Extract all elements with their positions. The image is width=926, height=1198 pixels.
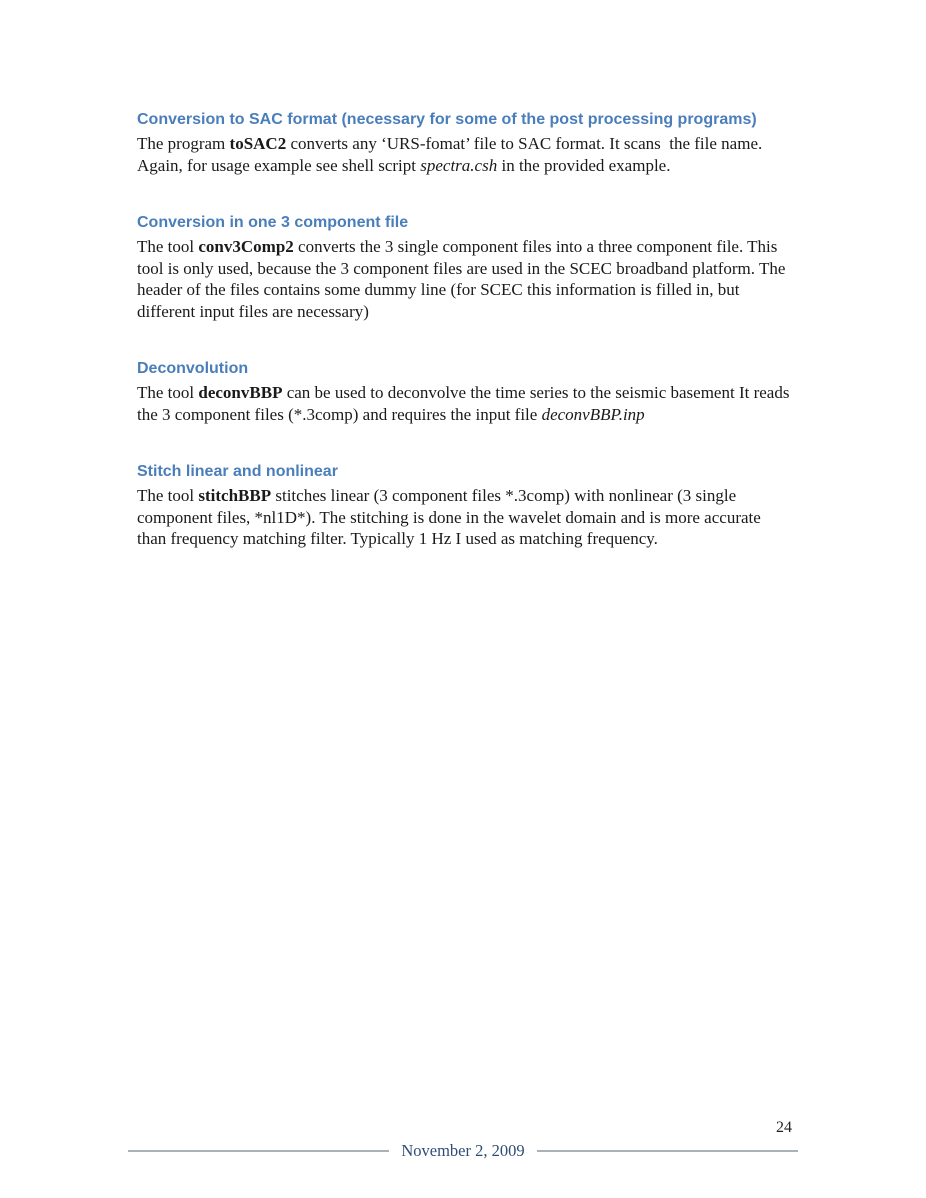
section-heading: Conversion in one 3 component file — [137, 214, 409, 231]
section-heading: Stitch linear and nonlinear — [137, 463, 338, 480]
section-stitch-linear-nonlinear — [137, 462, 793, 550]
section-conversion-3-component — [137, 213, 793, 322]
page-content — [137, 110, 793, 587]
section-heading: Conversion to SAC format (necessary for some of the post processing programs) — [137, 111, 757, 128]
section-conversion-to-sac — [137, 110, 793, 176]
section-paragraph: The tool stitchBBP stitches linear (3 component files *.3comp) with nonlinear (3 single component files, *nl1D*). The stitching is done in the wavelet domain and is more accurate than frequency matching filter. Typically 1 Hz I used as matching frequency. — [137, 486, 761, 548]
section-paragraph: The tool conv3Comp2 converts the 3 single component files into a three component file. This tool is only used, because the 3 component files are used in the SCEC broadband platform. The header of the files contains some dummy line (for SCEC this information is filled in, but different input files are necessary) — [137, 237, 786, 321]
footer-rule-left — [128, 1150, 389, 1152]
section-paragraph: The program toSAC2 converts any ‘URS-fomat’ file to SAC format. It scans the file name. Again, for usage example see shell script spectra.csh in the provided example. — [137, 134, 763, 175]
footer-date: November 2, 2009 — [401, 1141, 525, 1160]
page-footer — [128, 1118, 798, 1161]
footer-rule-right — [537, 1150, 798, 1152]
section-heading: Deconvolution — [137, 360, 249, 377]
footer-rule-row — [128, 1141, 798, 1161]
page-number: 24 — [776, 1119, 792, 1136]
section-paragraph: The tool deconvBBP can be used to deconvolve the time series to the seismic basement It reads the 3 component files (*.3comp) and requires the input file deconvBBP.inp — [137, 383, 790, 424]
section-deconvolution — [137, 359, 793, 425]
